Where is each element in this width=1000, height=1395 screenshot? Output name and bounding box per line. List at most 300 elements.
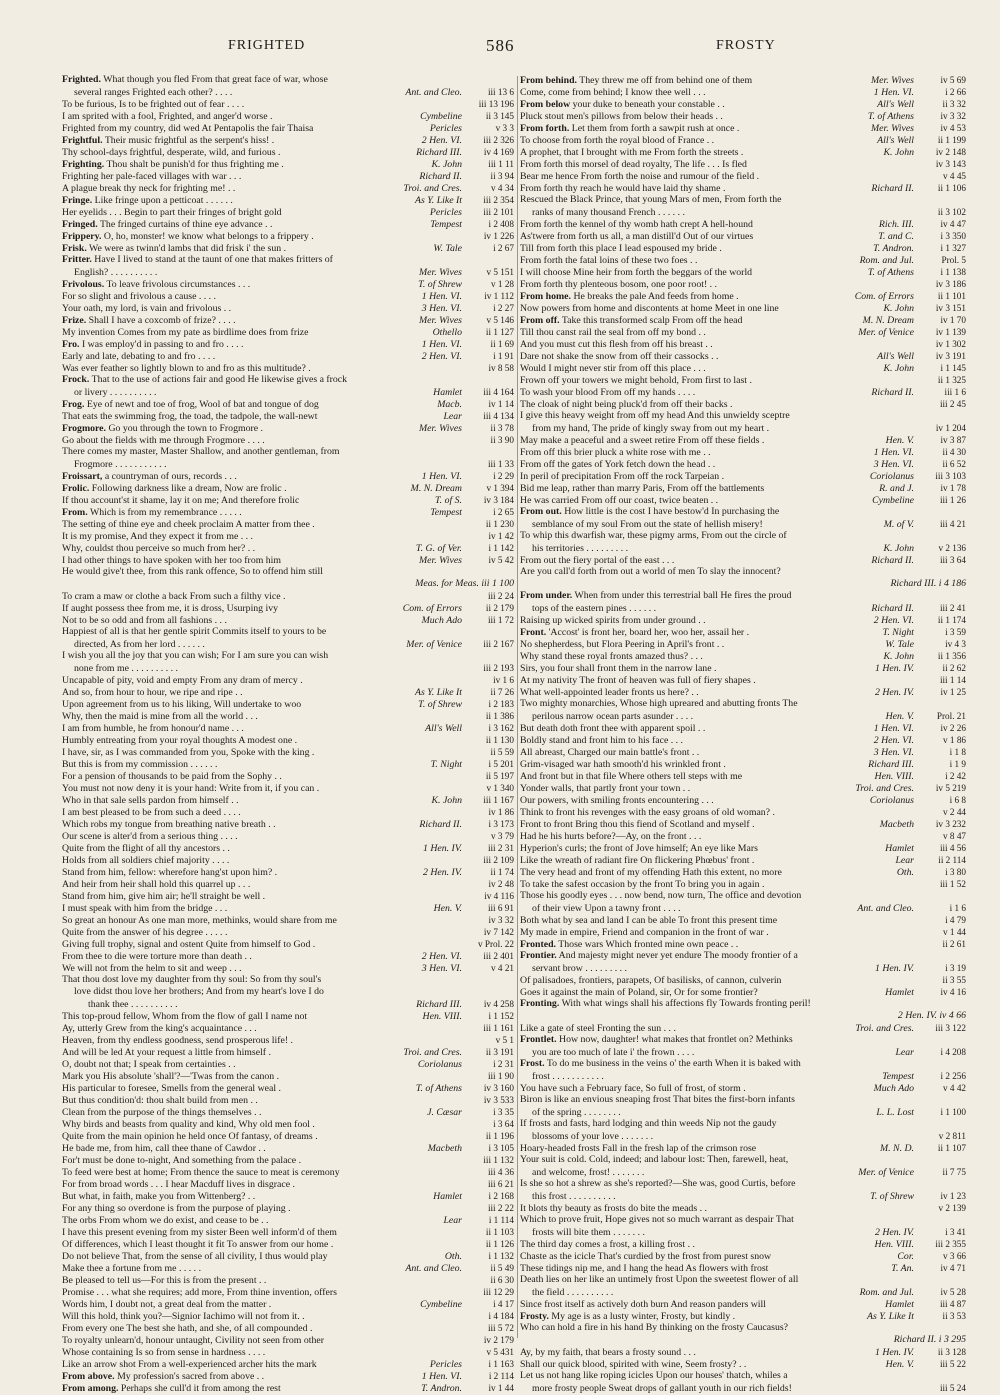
act-scene-line: iv 4 258 [483,999,514,1009]
quotation: And heir from heir shall hold this quarrel up . . . [62,879,251,890]
act-scene-line: v 1 340 [486,783,514,793]
entry-text [520,1094,966,1106]
act-scene-line: i 3 19 [945,963,966,973]
quotation: I wish you all the joy that you can wish; For I am sure you can wish [62,650,329,661]
act-scene-line: iv 1 78 [940,483,966,493]
play-reference: Hamlet [885,843,914,854]
act-scene-line: iii 2 355 [935,1239,966,1249]
entry-line [62,482,514,494]
entry-line [62,1154,514,1166]
quotation: To whip this dwarfish war, these pigmy arms, From out the circle of [520,530,787,541]
entry-text [62,123,426,135]
play-reference: 2 Hen. VI. [421,351,462,362]
quotation: Thou shalt be punish'd for thus frighting me . [106,159,284,170]
entry-text [62,855,462,867]
act-scene-line: iv 2 179 [483,1335,514,1345]
quotation: of their view Upon a tawny front . . . . [532,903,681,914]
play-reference: M. N. D. [879,1143,914,1154]
entry-line [520,1034,966,1046]
entry-line [62,1310,514,1322]
entry-text [520,590,966,602]
entry-line [520,470,966,482]
play-reference: 2 Hen. VI. [873,735,914,746]
act-scene-line: ii 1 130 [485,735,514,745]
entry-text [62,483,407,495]
entry-line [520,926,966,938]
act-scene-line: iv 3 143 [935,159,966,169]
entry-line [62,314,514,326]
entry-text [62,566,514,578]
act-scene-line: iv 8 58 [488,363,514,373]
act-scene-line: ii 3 55 [942,975,966,985]
play-reference: 2 Hen. VI. [421,951,462,962]
entry-line [520,1166,966,1178]
entry-text [62,411,439,423]
entry-line [520,446,966,458]
quotation: Frighted from my country, did wed At Pentapolis the fair Thaisa [62,123,314,134]
act-scene-line: iii 1 11 [488,159,514,169]
act-scene-line: ii 4 30 [942,447,966,457]
quotation: Eye of newt and toe of frog, Wool of bat and tongue of dog [86,399,319,410]
headword: Frontlet. [520,1034,557,1045]
entry-line [520,398,966,410]
entry-line [62,1178,514,1190]
quotation: thank thee . . . . . . . . . . [88,999,178,1010]
entry-text [62,1203,462,1215]
entry-line [62,1322,514,1334]
entry-line [62,194,514,206]
quotation: These tidings nip me, and I hang the head As flowers with frost [520,1263,769,1274]
quotation: Who can hold a fire in his hand By thinking on the frosty Caucasus? [520,1322,788,1333]
act-scene-line: i 2 42 [945,771,966,781]
quotation: Our scene is alter'd from a serious thing . . . . [62,831,238,842]
entry-line [520,74,966,86]
act-scene-line: ii 1 101 [937,291,966,301]
entry-text [62,1167,462,1179]
quotation: Why birds and beasts from quality and kind, Why old men fool . [62,1119,315,1130]
entry-line [520,170,966,182]
act-scene-line: i 2 256 [940,1071,966,1081]
entry-line [520,1154,966,1166]
entry-text [62,578,514,590]
entry-text [520,171,914,183]
act-scene-line: ii 3 145 [485,111,514,121]
quotation: servant brow . . . . . . . . . [532,963,627,974]
act-scene-line: iv 4 116 [484,891,514,901]
headword: Frighted. [62,74,101,85]
entry-line [62,578,514,590]
entry-text [62,183,399,195]
play-reference: Coriolanus [869,795,914,806]
entry-text [520,327,854,339]
quotation: From off the gates of York fetch down the head . . [520,459,716,470]
quotation: If frosts and fasts, hard lodging and thin weeds Nip not the gaudy [520,1118,777,1129]
play-reference: Tempest [430,507,462,518]
entry-line [520,1274,966,1286]
entry-text [520,410,966,422]
quotation: Why stand these royal fronts amazed thus? . . . [520,651,703,662]
act-scene-line: iii 1 167 [483,795,514,805]
entry-line [62,182,514,194]
act-scene-line: ii 5 59 [490,747,514,757]
quotation: For any thing so overdone is from the purpose of playing . [62,1203,291,1214]
play-reference: T. of Athens [867,111,914,122]
act-scene-line: i 2 408 [488,219,514,229]
quotation: But this is from my commission . . . . . . [62,759,218,770]
entry-text [62,1323,462,1335]
act-scene-line: v 4 45 [943,171,966,181]
play-reference: Rom. and Jul. [859,1287,914,1298]
entry-text [62,626,514,638]
entry-line [520,110,966,122]
quotation: Was ever feather so lightly blown to and fro as this multitude? . [62,363,311,374]
entry-text [520,795,866,807]
entry-text [62,1047,399,1059]
act-scene-line: ii 2 61 [942,939,966,949]
act-scene-line: v 5 431 [486,1347,514,1357]
entry-text [520,639,881,651]
entry-text [520,471,866,483]
act-scene-line: i 6 8 [949,795,966,805]
entry-line [62,854,514,866]
entry-line [520,998,966,1010]
entry-text [62,99,462,111]
play-reference: K. John [431,159,462,170]
entry-text [520,1227,871,1239]
entry-text [62,603,399,615]
quotation: No shepherdess, but Flora Peering in April's front . . [520,639,725,650]
entry-text [62,1035,462,1047]
entry-line [520,122,966,134]
entry-text [520,1334,966,1346]
entry-text [62,723,421,735]
entry-text [520,1131,914,1143]
quotation: The cloak of night being pluck'd from off their backs . [520,399,733,410]
entry-text [520,915,914,927]
quotation: Richard II. i 3 295 [893,1334,966,1345]
play-reference: T. G. of Ver. [415,543,462,554]
entry-line [62,410,514,422]
entry-line [62,1130,514,1142]
entry-text [62,1311,462,1323]
quotation: From forth this morsel of dead royalty, The life . . . Is fled [520,159,747,170]
act-scene-line: iii 4 87 [939,1299,966,1309]
play-reference: Rom. and Jul. [859,255,914,266]
entry-line [62,710,514,722]
entry-line [62,866,514,878]
entry-line [520,266,966,278]
entry-line [62,122,514,134]
quotation: Take this transformed scalp From off the head [561,315,743,326]
entry-text [62,1179,462,1191]
play-reference: Com. of Errors [854,291,914,302]
act-scene-line: iii 1 33 [487,459,514,469]
quotation: and welcome, frost! . . . . . . . [532,1167,645,1178]
headword: Frock. [62,374,90,385]
quotation: And majesty might never yet endure The moody frontier of a [558,950,798,961]
quotation: Meas. for Meas. iii 1 100 [415,578,514,589]
play-reference: 2 Hen. IV. [874,687,914,698]
entry-text [62,339,418,351]
act-scene-line: iii 1 132 [483,1155,514,1165]
play-reference: Richard II. [419,171,462,182]
act-scene-line: iv 3 32 [488,915,514,925]
quotation: Frown off your towers we might behold, From first to last . [520,375,752,386]
act-scene-line: ii 6 30 [490,1275,514,1285]
entry-line [520,1070,966,1082]
quotation: My made in empire, Friend and companion in the front of war . [520,927,769,938]
play-reference: Hen. V. [885,711,914,722]
act-scene-line: iv 1 86 [488,807,514,817]
entry-line [520,86,966,98]
entry-text [520,771,871,783]
act-scene-line: i 1 145 [940,363,966,373]
quotation: I give this heavy weight from off my head And this unwieldy sceptre [520,410,790,421]
entry-line [520,554,966,566]
quotation: of the spring . . . . . . . . [532,1107,621,1118]
entry-line [520,134,966,146]
play-reference: T. of Shrew [418,279,462,290]
entry-line [62,374,514,386]
act-scene-line: iii 3 64 [939,555,966,565]
entry-line [62,398,514,410]
quotation: Frogmore . . . . . . . . . . . [74,459,167,470]
entry-line [520,614,966,626]
act-scene-line: ii 2 114 [938,855,966,865]
entry-line [62,98,514,110]
act-scene-line: iii 2 193 [483,663,514,673]
entry-line [520,350,966,362]
act-scene-line: v 1 28 [491,279,514,289]
entry-line [520,230,966,242]
entry-text [62,279,414,291]
act-scene-line: i 3 35 [493,1107,514,1117]
quotation: He was carried From off our coast, twice beaten . . [520,495,719,506]
entry-line [520,962,966,974]
entry-text [520,927,914,939]
entry-text [62,1227,462,1239]
entry-line [62,734,514,746]
act-scene-line: iii 1 26 [939,495,966,505]
act-scene-line: iv 4 53 [940,123,966,133]
quotation: Let us not hang like roping icicles Upon our houses' thatch, whiles a [520,1370,788,1381]
quotation: It blots thy beauty as frosts do bite the meads . . [520,1203,707,1214]
quotation: Boldly stand and front him to his face . . . [520,735,683,746]
quotation: Bear me hence From forth the noise and rumour of the field . [520,171,760,182]
act-scene-line: v 4 42 [943,1083,966,1093]
play-reference: Hamlet [433,387,462,398]
quotation: frost . . . . . . . . . . . [532,1071,604,1082]
quotation: To leave frivolous circumstances . . . [106,279,251,290]
quotation: Come, come from behind; I know thee well . . . [520,87,706,98]
entry-text [520,711,882,723]
quotation: To be furious, Is to be frighted out of fear . . . . [62,99,245,110]
quotation: Mark you His absolute 'shall'?—'Twas from the canon . [62,1071,280,1082]
headword: Fronted. [520,939,557,950]
quotation: Quite from the answer of his degree . . . . . [62,927,228,938]
entry-line [520,1190,966,1202]
act-scene-line: v 5 151 [486,267,514,277]
entry-line [62,1274,514,1286]
quotation: Not to be so odd and from all fashions . . . [62,615,227,626]
quotation: But death doth front thee with apparent spoil . . [520,723,706,734]
act-scene-line: i 1 132 [488,1251,514,1261]
play-reference: Lear [443,1215,462,1226]
act-scene-line: i 2 29 [493,471,514,481]
act-scene-line: i 3 350 [940,231,966,241]
entry-text [520,339,914,351]
entry-text [520,819,876,831]
act-scene-line: i 3 162 [488,723,514,733]
entry-line [520,302,966,314]
entry-text [520,1178,966,1190]
entry-line [520,494,966,506]
entry-text [520,1274,966,1286]
entry-text [520,651,880,663]
entry-text [62,1131,462,1143]
entry-line [520,254,966,266]
quotation: How now, daughter! what makes that frontlet on? Methinks [559,1034,793,1045]
entry-line [62,1238,514,1250]
entry-text [520,159,914,171]
quotation: Till thou canst rail the seal from off my bond . . [520,327,706,338]
act-scene-line: iii 6 91 [487,903,514,913]
entry-line [62,494,514,506]
quotation: A plague break thy neck for frighting me! . . [62,183,236,194]
quotation: none from me . . . . . . . . . . [74,663,178,674]
act-scene-line: i 1 163 [488,1359,514,1369]
quotation: Which to prove fruit, Hope gives not so much warrant as despair That [520,1214,794,1225]
entry-text [520,963,871,975]
play-reference: Oth. [444,1251,462,1262]
entry-line [520,662,966,674]
play-reference: 1 Hen. VI. [421,339,462,350]
entry-line [520,530,966,542]
quotation: ranks of many thousand French . . . . . . [532,207,685,218]
entry-text [62,147,412,159]
play-reference: Macbeth [879,819,914,830]
play-reference: Ant. and Cleo. [857,903,914,914]
entry-text [520,807,914,819]
entry-text [520,890,966,902]
act-scene-line: iv 3 184 [483,495,514,505]
quotation: There comes my master, Master Shallow, and another gentleman, from [62,446,340,457]
act-scene-line: iii 2 101 [483,207,514,217]
entry-text [62,891,462,903]
entry-line [62,74,514,86]
entry-text [62,291,418,303]
entry-line [62,746,514,758]
entry-line [62,350,514,362]
entry-line [62,1346,514,1358]
quotation: or livery . . . . . . . . . . [74,387,157,398]
entry-line [62,302,514,314]
quotation: Quite from the flight of all thy ancestors . . [62,843,230,854]
quotation: The orbs From whom we do exist, and cease to be . . [62,1215,269,1226]
quotation: A prophet, that I brought with me From forth the streets . [520,147,744,158]
act-scene-line: i 1 114 [488,1215,514,1225]
entry-text [520,123,867,135]
entry-text [520,87,870,99]
entry-line [520,794,966,806]
entry-text [520,1071,878,1083]
play-reference: Cor. [897,1251,914,1262]
quotation: But thus condition'd: thou shalt build from men . . [62,1095,258,1106]
act-scene-line: iv 2 148 [935,147,966,157]
entry-text [62,303,418,315]
act-scene-line: iv 3 191 [935,351,966,361]
entry-line [520,1202,966,1214]
act-scene-line: Prol. 5 [941,255,966,265]
quotation: Why, couldst thou perceive so much from her? . . [62,543,256,554]
entry-line [62,1370,514,1382]
entry-line [62,1166,514,1178]
headword: Fro. [62,339,80,350]
act-scene-line: v 2 44 [943,807,966,817]
quotation: His particular to foresee, Smells from the general weal . [62,1083,281,1094]
quotation: Both what by sea and land I can be able To front this present time [520,915,778,926]
entry-text [520,1322,966,1334]
quotation: Of palisadoes, frontiers, parapets, Of basilisks, of cannon, culverin [520,975,782,986]
quotation: Think to front his revenges with the easy groans of old woman? . [520,807,775,818]
act-scene-line: iii 1 14 [939,675,966,685]
entry-line [520,638,966,650]
entry-text [62,519,462,531]
entry-text [520,459,870,471]
play-reference: 1 Hen. IV. [874,963,914,974]
quotation: Words him, I doubt not, a great deal from the matter . [62,1299,272,1310]
entry-text [62,759,427,771]
play-reference: Rich. III. [878,219,914,230]
act-scene-line: iii 3 103 [935,471,966,481]
play-reference: All's Well [877,351,914,362]
quotation: From forth the kennel of thy womb hath crept A hell-hound [520,219,753,230]
entry-text [62,1143,424,1155]
quotation: Your oath, my lord, is vain and frivolous . . [62,303,232,314]
act-scene-line: i 3 59 [945,627,966,637]
left-column [62,74,514,1394]
play-reference: T. Andron. [421,1383,462,1394]
quotation: Bid me leap, rather than marry Paris, From off the battlements [520,483,765,494]
entry-text [520,99,873,111]
quotation: Ay, utterly Grew from the king's acquaintance . . . [62,1023,257,1034]
entry-text [62,87,401,99]
entry-text [62,735,462,747]
quotation: The setting of thine eye and cheek proclaim A matter from thee . [62,519,315,530]
quotation: Which is from my remembrance . . . . . [89,507,242,518]
quotation: English? . . . . . . . . . . [74,267,158,278]
entry-line [62,1358,514,1370]
act-scene-line: iv 1 112 [484,291,514,301]
play-reference: 1 Hen. VI. [873,447,914,458]
entry-line [62,278,514,290]
quotation: Grim-visaged war hath smooth'd his wrinkled front . [520,759,726,770]
quotation: When from under this terrestrial ball He fires the proud [574,590,792,601]
entry-line [62,554,514,566]
quotation: O, doubt not that; I speak from certainties . . [62,1059,236,1070]
play-reference: T. of Athens [415,1083,462,1094]
entry-text [62,867,419,879]
play-reference: K. John [883,543,914,554]
play-reference: T. Night [882,627,914,638]
entry-text [62,1347,462,1359]
quotation: Perhaps she cull'd it from among the rest [120,1383,281,1394]
entry-text [520,447,870,459]
entry-text [520,315,859,327]
act-scene-line: v 3 3 [495,123,514,133]
entry-text [520,219,875,231]
entry-line [520,1214,966,1226]
